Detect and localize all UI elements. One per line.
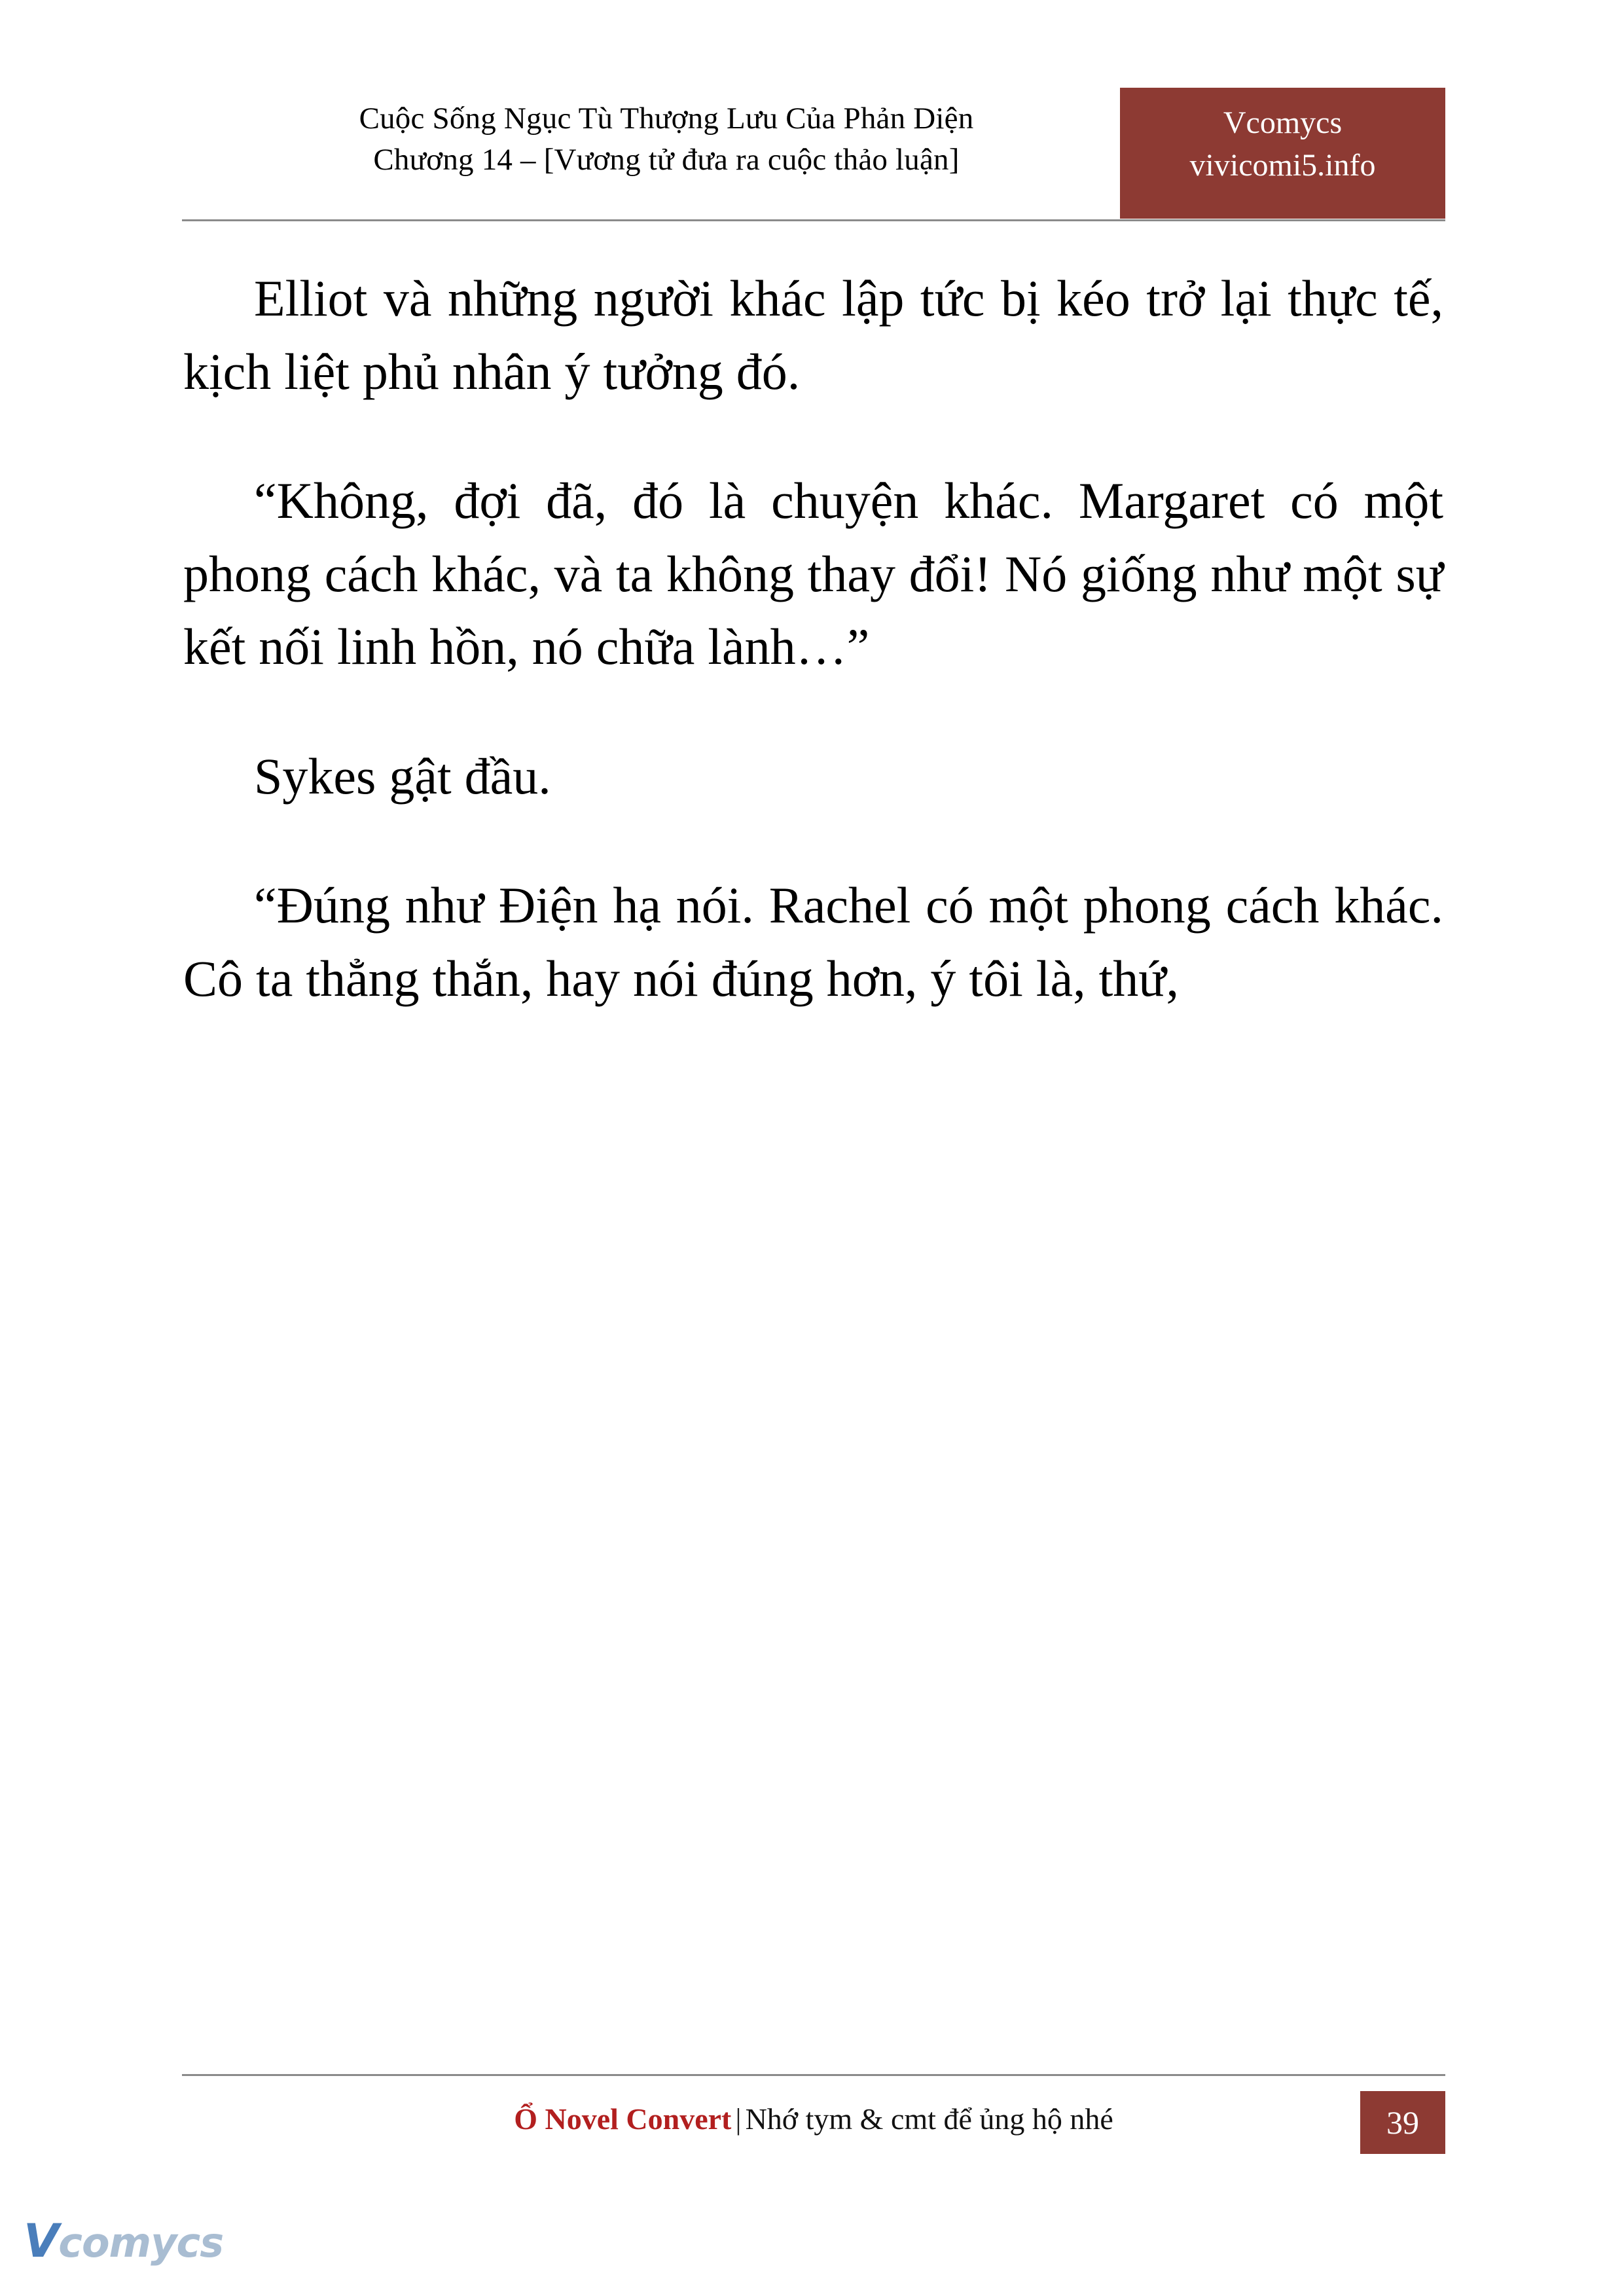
site-badge-url: vivicomi5.info	[1189, 147, 1376, 183]
book-title: Cuộc Sống Ngục Tù Thượng Lưu Của Phản Diện	[359, 101, 974, 136]
chapter-title: Chương 14 – [Vương tử đưa ra cuộc thảo luận]	[373, 142, 960, 177]
page-content	[183, 262, 1443, 1015]
header-divider	[182, 219, 1445, 221]
footer-separator: |	[735, 2102, 742, 2136]
site-badge	[1120, 88, 1445, 219]
paragraph: Elliot và những người khác lập tức bị kéo trở lại thực tế, kịch liệt phủ nhân ý tưởng đó.	[183, 270, 1443, 400]
footer-brand: Ổ Novel Convert	[514, 2102, 732, 2136]
footer-inner	[182, 2091, 1445, 2153]
footer-credit	[182, 2102, 1445, 2136]
paragraph: “Không, đợi đã, đó là chuyện khác. Margaret có một phong cách khác, và ta không thay đổi! Nó giống như một sự kết nối linh hồn, nó chữa lành…”	[183, 472, 1443, 676]
paragraph: Sykes gật đầu.	[254, 747, 551, 805]
footer-note: Nhớ tym & cmt để ủng hộ nhé	[745, 2102, 1113, 2136]
watermark-text: comycs	[58, 2219, 224, 2267]
watermark-initial: V	[24, 2214, 59, 2268]
page-footer	[182, 2074, 1445, 2153]
site-badge-brand: Vcomycs	[1223, 105, 1343, 140]
paragraph: “Đúng như Điện hạ nói. Rachel có một phong cách khác. Cô ta thẳng thắn, hay nói đúng hơn, ý tôi là, thứ,	[183, 877, 1443, 1007]
header-title-block	[182, 98, 1151, 180]
page-header	[182, 98, 1445, 223]
vcomycs-watermark	[24, 2214, 224, 2273]
page-number: 39	[1360, 2091, 1445, 2154]
footer-divider	[182, 2074, 1445, 2076]
